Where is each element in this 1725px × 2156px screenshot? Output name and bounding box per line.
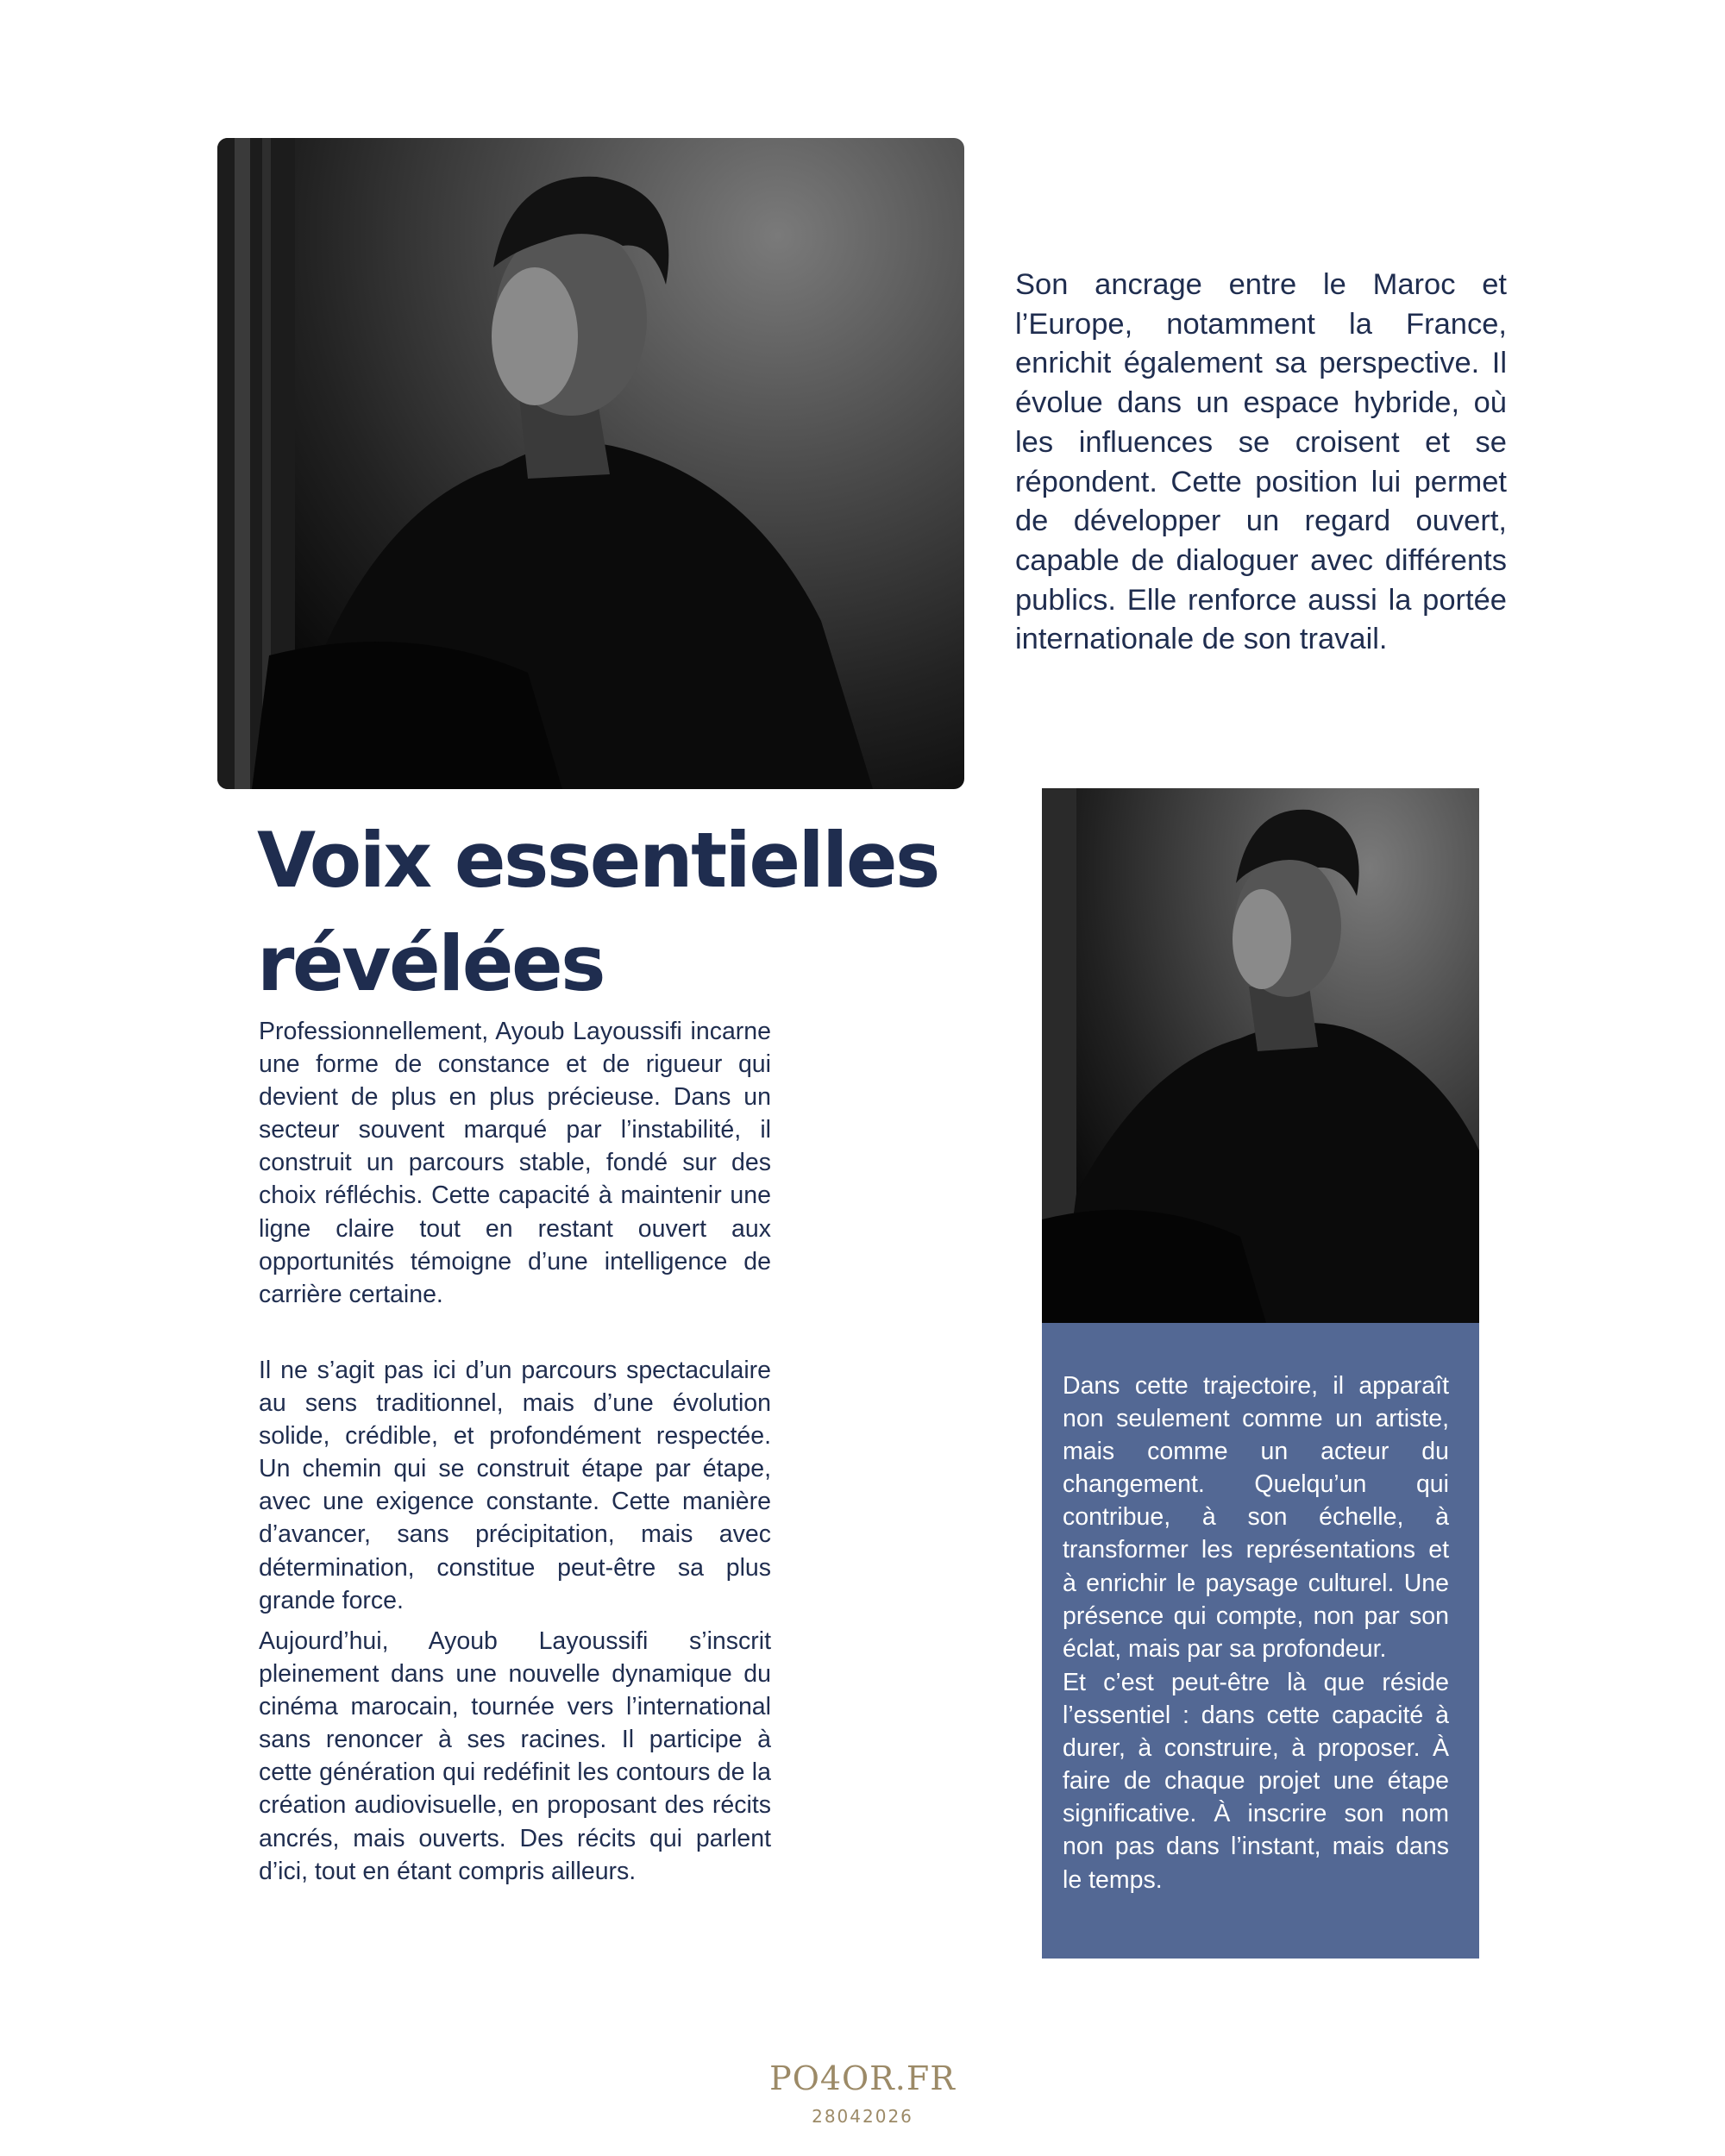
footer-brand: PO4OR.FR: [769, 2059, 956, 2097]
body-paragraph: Il ne s’agit pas ici d’un parcours spectaculaire au sens traditionnel, mais d’une évolution solide, crédible, et profondément respectée. Un chemin qui se construit étape par étape, avec une exigence constante. Cette manière d’avancer, sans précipitation, mais avec détermination, constitue peut-être sa plus grande force.: [259, 1357, 771, 1614]
intro-paragraph: Son ancrage entre le Maroc et l’Europe, notamment la France, enrichit également sa perspective. Il évolue dans un espace hybride, où les influences se croisent et se répondent. Cette position lui permet de développer un regard ouvert, capable de dialoguer avec différents publics. Elle renforce aussi la portée internationale de son travail.: [1015, 268, 1507, 656]
box-paragraph: Et c’est peut-être là que réside l’essentiel : dans cette capacité à durer, à construire, à proposer. À faire de chaque projet une étape significative. À inscrire son nom non pas dans l’instant, mais dans le temps.: [1063, 1669, 1449, 1894]
body-paragraph: Professionnellement, Ayoub Layoussifi incarne une forme de constance et de rigueur qui devient de plus en plus précieuse. Dans un secteur souvent marqué par l’instabilité, il construit un parcours stable, fondé sur des choix réfléchis. Cette capacité à maintenir une ligne claire tout en restant ouvert aux opportunités témoigne d’une intelligence de carrière certaine.: [259, 1018, 771, 1308]
portrait-illustration: [217, 138, 964, 789]
footer-date: 28042026: [812, 2106, 913, 2127]
box-paragraph: Dans cette trajectoire, il apparaît non seulement comme un artiste, mais comme un acteur du changement. Quelqu’un qui contribue, à son échelle, à transformer les représentations et à enrichir le paysage culturel. Une présence qui compte, non par son éclat, mais par sa profondeur.: [1063, 1372, 1449, 1663]
page-title: Voix essentielles révélées: [257, 816, 938, 1008]
portrait-photo-small: [1042, 788, 1479, 1323]
body-paragraph: Aujourd’hui, Ayoub Layoussifi s’inscrit pleinement dans une nouvelle dynamique du cinéma marocain, tournée vers l’international sans renoncer à ses racines. Il participe à cette génération qui redéfinit les contours de la création audiovisuelle, en proposant des récits ancrés, mais ouverts. Des récits qui parlent d’ici, tout en étant compris ailleurs.: [259, 1627, 771, 1885]
portrait-photo-main: [217, 138, 964, 789]
portrait-illustration: [1042, 788, 1479, 1323]
